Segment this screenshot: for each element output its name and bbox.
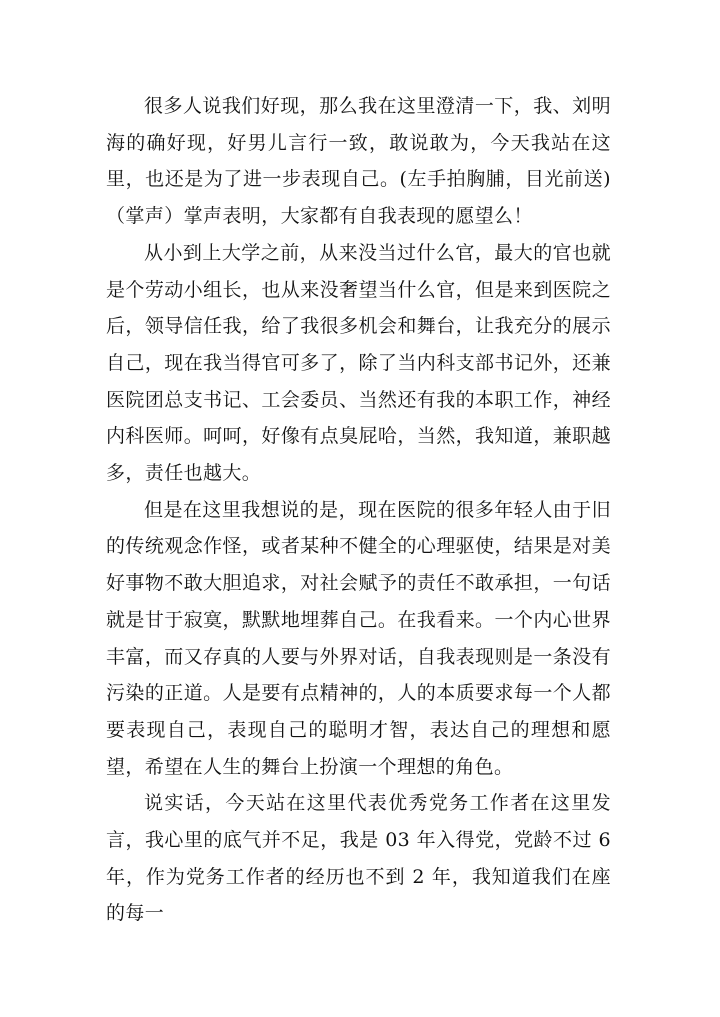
paragraph-4: 说实话，今天站在这里代表优秀党务工作者在这里发言，我心里的底气并不足，我是 03 年入得党，党龄不过 6 年，作为党务工作者的经历也不到 2 年，我知道我们在座的每一 <box>106 792 611 925</box>
document-body <box>106 88 611 932</box>
paragraph-3: 但是在这里我想说的是，现在医院的很多年轻人由于旧的传统观念作怪，或者某种不健全的心理驱使，结果是对美好事物不敢大胆追求，对社会赋予的责任不敢承担，一句话就是甘于寂寞，默默地埋葬自己。在我看来。一个内心世界丰富，而又存真的人要与外界对话，自我表现则是一条没有污染的正道。人是要有点精神的，人的本质要求每一个人都要表现自己，表现自己的聪明才智，表达自己的理想和愿望，希望在人生的舞台上扮演一个理想的角色。 <box>106 498 611 778</box>
paragraph-1: 很多人说我们好现，那么我在这里澄清一下，我、刘明海的确好现，好男儿言行一致，敢说敢为，今天我站在这里，也还是为了进一步表现自己。(左手拍胸脯，目光前送)（掌声）掌声表明，大家都有自我表现的愿望么！ <box>106 95 611 228</box>
paragraph-2: 从小到上大学之前，从来没当过什么官，最大的官也就是个劳动小组长，也从来没奢望当什么官，但是来到医院之后，领导信任我，给了我很多机会和舞台，让我充分的展示自己，现在我当得官可多了，除了当内科支部书记外，还兼医院团总支书记、工会委员、当然还有我的本职工作，神经内科医师。呵呵，好像有点臭屁哈，当然，我知道，兼职越多，责任也越大。 <box>106 241 611 485</box>
